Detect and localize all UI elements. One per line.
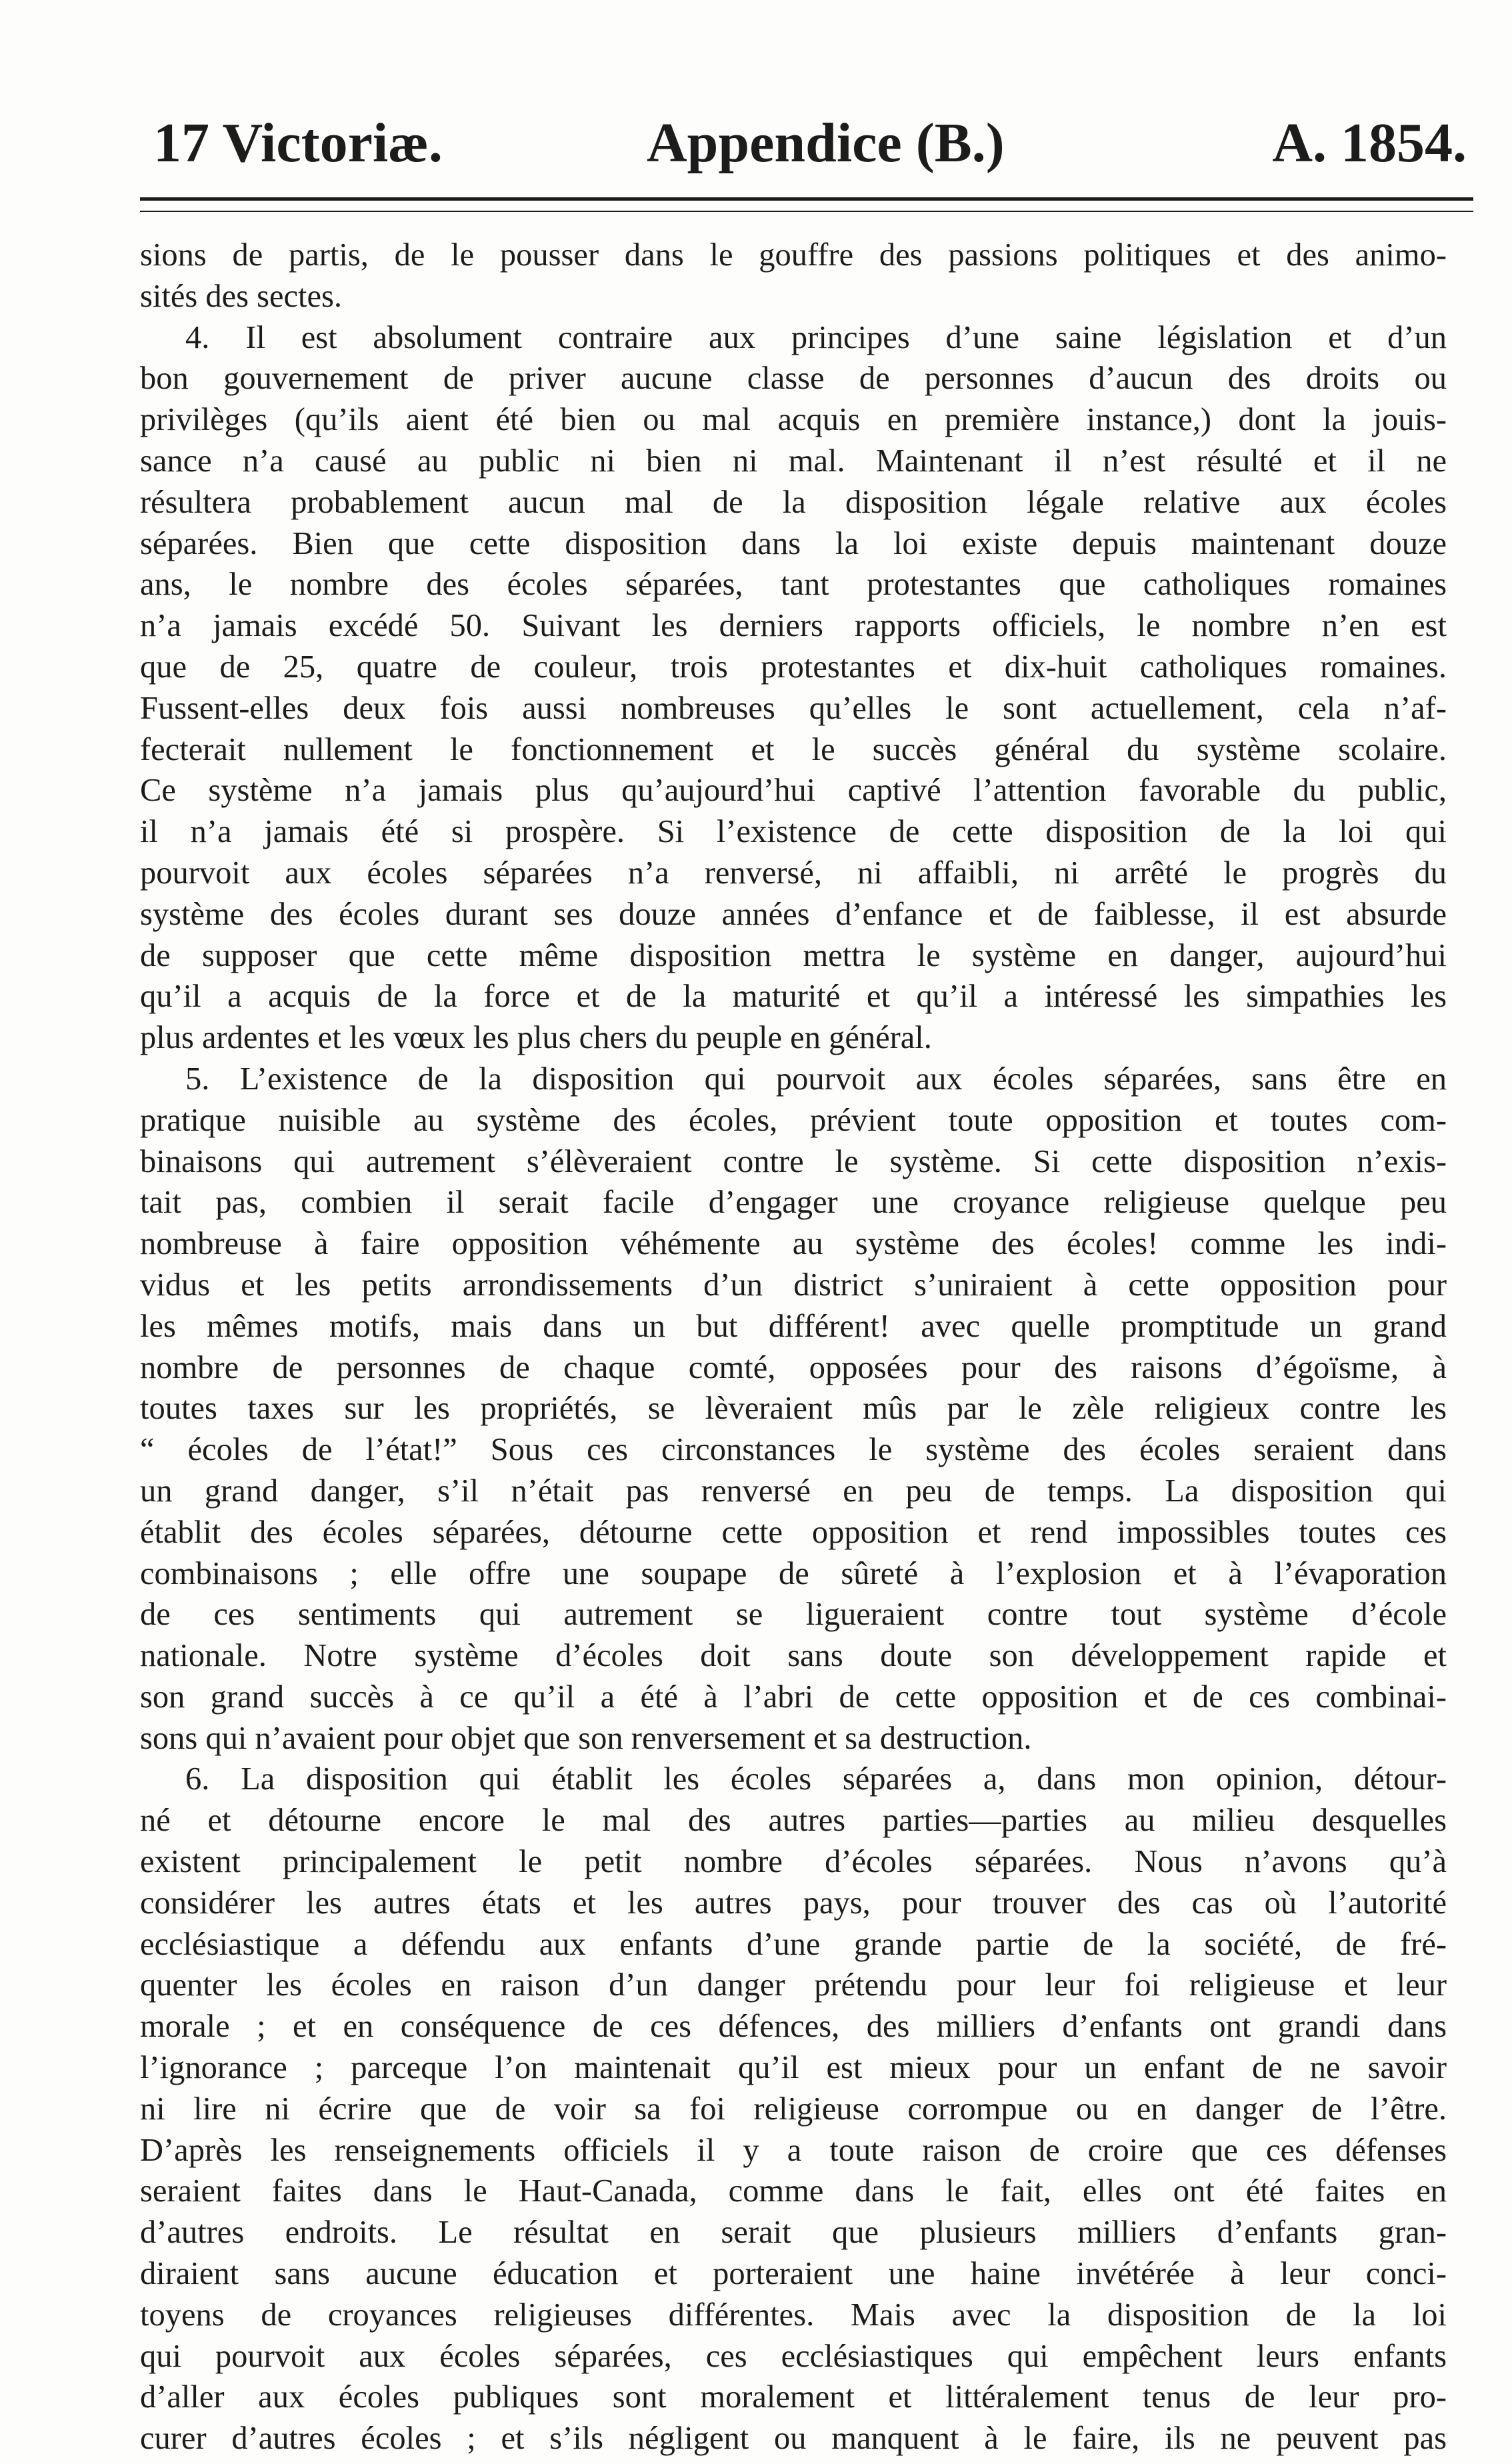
text-line: qu’il a acquis de la force et de la maturité et qu’il a intéressé les simpathies les	[140, 979, 1447, 1015]
text-line: un grand danger, s’il n’était pas renversé en peu de temps. La disposition qui	[140, 1473, 1447, 1509]
text-line: les mêmes motifs, mais dans un but différent! avec quelle promptitude un grand	[140, 1308, 1447, 1344]
text-line: Ce système n’a jamais plus qu’aujourd’hui captivé l’attention favorable du public,	[140, 773, 1447, 809]
text-line: sons qui n’avaient pour objet que son renversement et sa destruction.	[140, 1720, 1032, 1756]
text-line: 4. Il est absolument contraire aux principes d’une saine législation et d’un	[185, 319, 1447, 355]
text-line: n’a jamais excédé 50. Suivant les derniers rapports officiels, le nombre n’en est	[140, 608, 1447, 644]
text-line: fecterait nullement le fonctionnement et le succès général du système scolaire.	[140, 731, 1447, 767]
text-line: toutes taxes sur les propriétés, se lèveraient mûs par le zèle religieux contre les	[140, 1391, 1447, 1427]
text-line: nombre de personnes de chaque comté, opposées pour des raisons d’égoïsme, à	[140, 1349, 1447, 1385]
text-line: privilèges (qu’ils aient été bien ou mal acquis en première instance,) dont la jouis-	[140, 402, 1447, 438]
text-line: morale ; et en conséquence de ces défences, des milliers d’enfants ont grandi dans	[140, 2009, 1447, 2045]
header-session: 17 Victoriæ.	[153, 112, 443, 174]
body-text	[140, 235, 1447, 2459]
text-line: établit des écoles séparées, détourne cette opposition et rend impossibles toutes ces	[140, 1514, 1447, 1550]
text-line: ecclésiastique a défendu aux enfants d’une grande partie de la société, de fré-	[140, 1926, 1447, 1962]
text-line: nationale. Notre système d’écoles doit sans doute son développement rapide et	[140, 1638, 1447, 1674]
text-line: Fussent-elles deux fois aussi nombreuses qu’elles le sont actuellement, cela n’af-	[140, 690, 1447, 726]
header-appendix: Appendice (B.)	[647, 112, 1005, 174]
text-line: séparées. Bien que cette disposition dans la loi existe depuis maintenant douze	[140, 525, 1447, 561]
text-line: toyens de croyances religieuses différentes. Mais avec la disposition de la loi	[140, 2297, 1447, 2333]
text-line: 5. L’existence de la disposition qui pourvoit aux écoles séparées, sans être en	[185, 1061, 1447, 1097]
text-line: pratique nuisible au système des écoles, prévient toute opposition et toutes com-	[140, 1102, 1447, 1138]
text-line: son grand succès à ce qu’il a été à l’abri de cette opposition et de ces combinai-	[140, 1679, 1447, 1715]
text-line: sance n’a causé au public ni bien ni mal. Maintenant il n’est résulté et il ne	[140, 443, 1447, 479]
page-header	[153, 107, 1467, 200]
text-line: d’autres endroits. Le résultat en serait que plusieurs milliers d’enfants gran-	[140, 2215, 1447, 2251]
text-line: diraient sans aucune éducation et porteraient une haine invétérée à leur conci-	[140, 2256, 1447, 2292]
text-line: combinaisons ; elle offre une soupape de sûreté à l’explosion et à l’évaporation	[140, 1555, 1447, 1591]
text-line: vidus et les petits arrondissements d’un district s’uniraient à cette opposition pour	[140, 1267, 1447, 1303]
text-line: considérer les autres états et les autres pays, pour trouver des cas où l’autorité	[140, 1885, 1447, 1921]
text-line: ni lire ni écrire que de voir sa foi religieuse corrompue ou en danger de l’être.	[140, 2091, 1447, 2127]
text-line: bon gouvernement de priver aucune classe de personnes d’aucun des droits ou	[140, 361, 1447, 397]
header-year: A. 1854.	[1272, 112, 1467, 174]
text-line: quenter les écoles en raison d’un danger prétendu pour leur foi religieuse et leur	[140, 1967, 1447, 2003]
text-line: curer d’autres écoles ; et s’ils négligent ou manquent à le faire, ils ne peuvent pas	[140, 2421, 1447, 2457]
text-line: il n’a jamais été si prospère. Si l’existence de cette disposition de la loi qui	[140, 814, 1447, 850]
text-line: “ écoles de l’état!” Sous ces circonstances le système des écoles seraient dans	[140, 1432, 1447, 1468]
text-line: de supposer que cette même disposition mettra le système en danger, aujourd’hui	[140, 937, 1447, 973]
text-line: sions de partis, de le pousser dans le gouffre des passions politiques et des animo-	[140, 237, 1447, 273]
text-line: qui pourvoit aux écoles séparées, ces ecclésiastiques qui empêchent leurs enfants	[140, 2338, 1447, 2374]
header-rule-thick	[140, 197, 1473, 201]
text-line: nombreuse à faire opposition véhémente au système des écoles! comme les indi-	[140, 1226, 1447, 1262]
text-line: sités des sectes.	[140, 278, 343, 314]
text-line: binaisons qui autrement s’élèveraient contre le système. Si cette disposition n’exis-	[140, 1143, 1447, 1179]
text-line: système des écoles durant ses douze années d’enfance et de faiblesse, il est absurde	[140, 896, 1447, 932]
text-line: ans, le nombre des écoles séparées, tant protestantes que catholiques romaines	[140, 567, 1447, 603]
text-line: l’ignorance ; parceque l’on maintenait qu’il est mieux pour un enfant de ne savoir	[140, 2050, 1447, 2086]
text-line: né et détourne encore le mal des autres parties—parties au milieu desquelles	[140, 1803, 1447, 1839]
text-line: D’après les renseignements officiels il y a toute raison de croire que ces défenses	[140, 2132, 1447, 2168]
text-line: résultera probablement aucun mal de la disposition légale relative aux écoles	[140, 484, 1447, 520]
text-line: plus ardentes et les vœux les plus chers du peuple en général.	[140, 1020, 932, 1056]
text-line: de ces sentiments qui autrement se ligueraient contre tout système d’école	[140, 1597, 1447, 1633]
text-line: seraient faites dans le Haut-Canada, comme dans le fait, elles ont été faites en	[140, 2173, 1447, 2209]
text-line: existent principalement le petit nombre d’écoles séparées. Nous n’avons qu’à	[140, 1844, 1447, 1880]
text-line: 6. La disposition qui établit les écoles séparées a, dans mon opinion, détour-	[185, 1761, 1447, 1797]
text-line: pourvoit aux écoles séparées n’a renversé, ni affaibli, ni arrêté le progrès du	[140, 855, 1447, 891]
header-rule-thin	[140, 211, 1473, 212]
text-line: d’aller aux écoles publiques sont moralement et littéralement tenus de leur pro-	[140, 2379, 1447, 2415]
text-line: que de 25, quatre de couleur, trois protestantes et dix-huit catholiques romaines.	[140, 649, 1447, 685]
text-line: tait pas, combien il serait facile d’engager une croyance religieuse quelque peu	[140, 1185, 1447, 1221]
